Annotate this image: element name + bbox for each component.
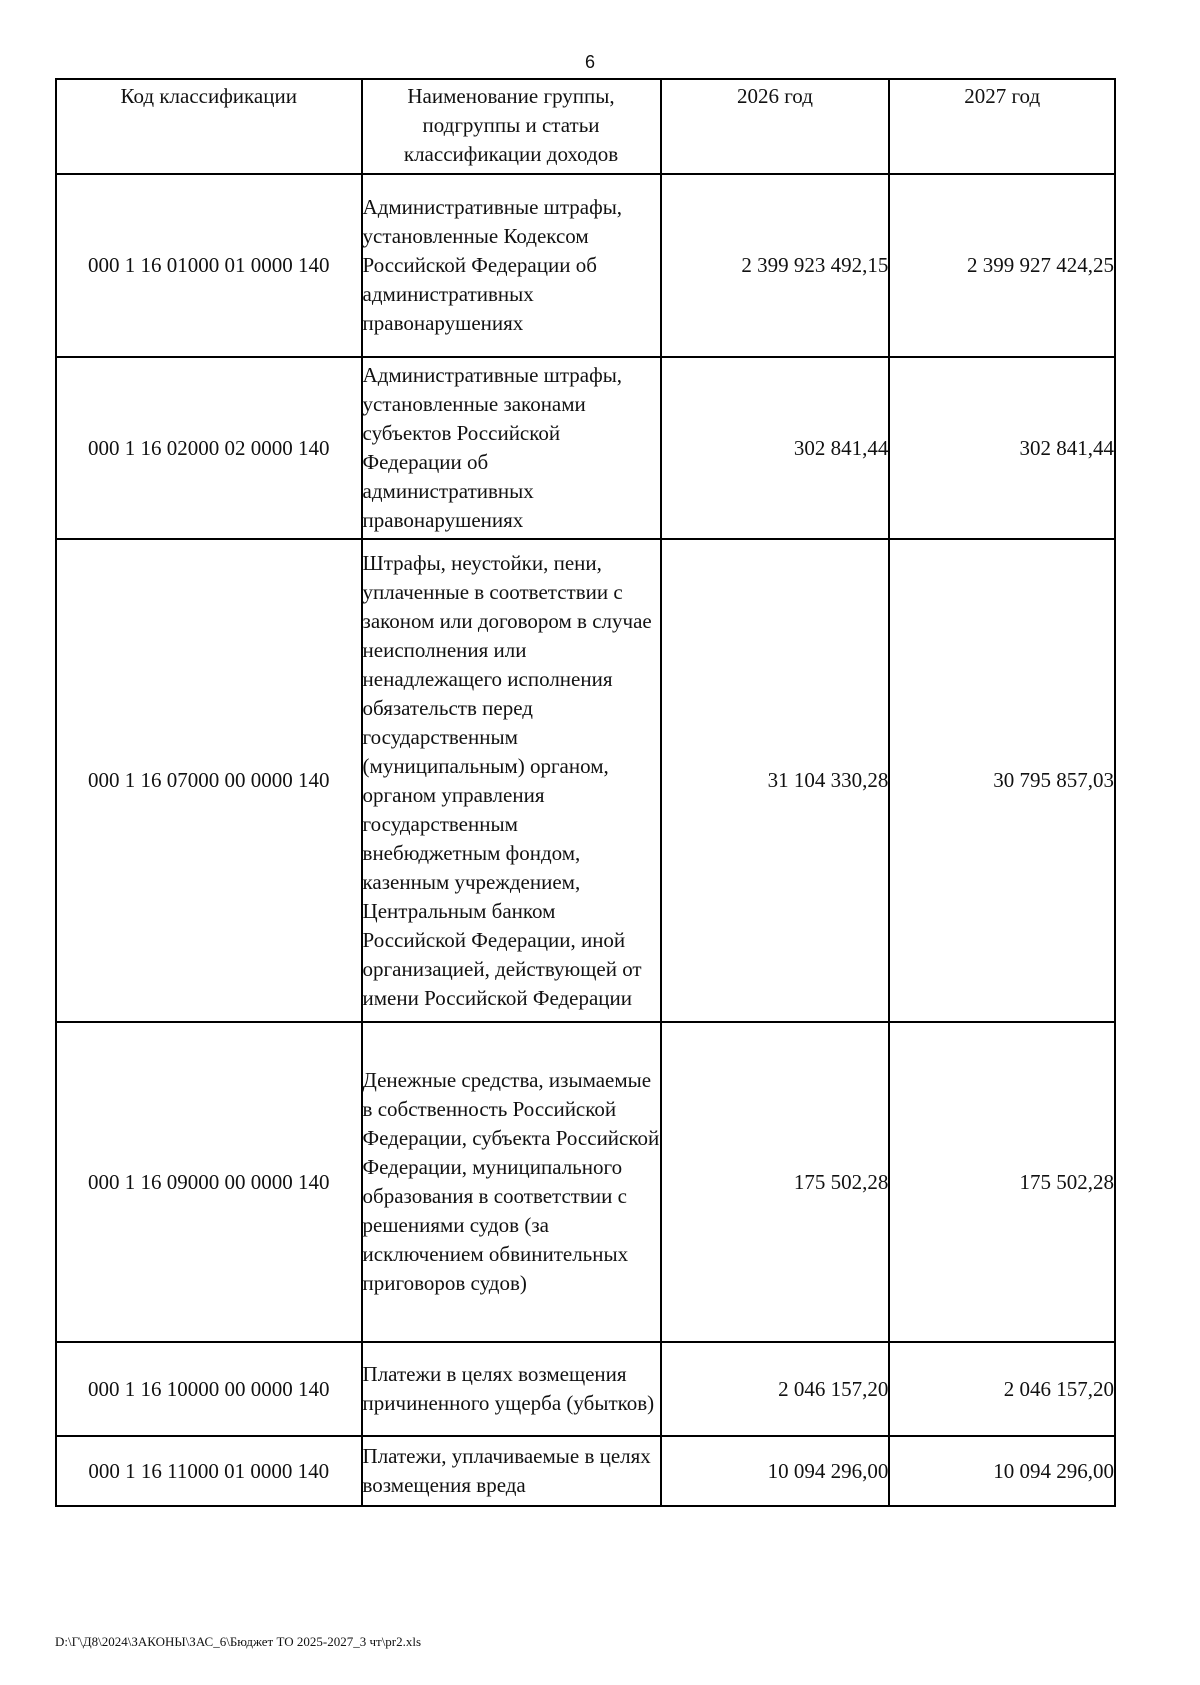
table-row <box>56 1436 1115 1506</box>
classification-code: 000 1 16 10000 00 0000 140 <box>56 1342 362 1436</box>
revenue-name: Штрафы, неустойки, пени, уплаченные в соответствии с законом или договором в случае неисполнения или ненадлежащего исполнения обязательств перед государственным (муниципальным) органом, органом управления государственным внебюджетным фондом, казенным учреждением, Центральным банком Российской Федерации, иной организацией, действующей от имени Российской Федерации <box>362 539 661 1022</box>
revenue-name: Платежи, уплачиваемые в целях возмещения вреда <box>362 1436 661 1506</box>
classification-code: 000 1 16 09000 00 0000 140 <box>56 1022 362 1342</box>
amount-2027: 2 046 157,20 <box>889 1342 1115 1436</box>
amount-2026: 10 094 296,00 <box>661 1436 890 1506</box>
amount-2027: 2 399 927 424,25 <box>889 174 1115 357</box>
amount-2026: 175 502,28 <box>661 1022 890 1342</box>
amount-2027: 175 502,28 <box>889 1022 1115 1342</box>
header-name: Наименование группы, подгруппы и статьи классификации доходов <box>362 79 661 174</box>
revenue-name: Административные штрафы, установленные Кодексом Российской Федерации об административных правонарушениях <box>362 174 661 357</box>
amount-2027: 30 795 857,03 <box>889 539 1115 1022</box>
table-row <box>56 1342 1115 1436</box>
header-code: Код классификации <box>56 79 362 174</box>
header-2026: 2026 год <box>661 79 890 174</box>
table-row <box>56 357 1115 539</box>
revenue-name: Платежи в целях возмещения причиненного ущерба (убытков) <box>362 1342 661 1436</box>
classification-code: 000 1 16 02000 02 0000 140 <box>56 357 362 539</box>
file-path-footer: D:\Г\Д8\2024\ЗАКОНЫ\ЗАС_6\Бюджет ТО 2025-2027_3 чт\pr2.xls <box>55 1634 422 1649</box>
amount-2026: 2 046 157,20 <box>661 1342 890 1436</box>
classification-code: 000 1 16 01000 01 0000 140 <box>56 174 362 357</box>
header-row <box>56 79 1115 174</box>
classification-code: 000 1 16 07000 00 0000 140 <box>56 539 362 1022</box>
amount-2027: 10 094 296,00 <box>889 1436 1115 1506</box>
amount-2026: 31 104 330,28 <box>661 539 890 1022</box>
table-row <box>56 174 1115 357</box>
amount-2027: 302 841,44 <box>889 357 1115 539</box>
revenue-name: Административные штрафы, установленные законами субъектов Российской Федерации об административных правонарушениях <box>362 357 661 539</box>
revenue-name: Денежные средства, изымаемые в собственность Российской Федерации, субъекта Российской Федерации, муниципального образования в соответствии с решениями судов (за исключением обвинительных приговоров судов) <box>362 1022 661 1342</box>
table-row <box>56 539 1115 1022</box>
page-number: 6 <box>584 52 595 72</box>
revenue-table <box>55 78 1116 1507</box>
classification-code: 000 1 16 11000 01 0000 140 <box>56 1436 362 1506</box>
table-row <box>56 1022 1115 1342</box>
amount-2026: 302 841,44 <box>661 357 890 539</box>
header-2027: 2027 год <box>889 79 1115 174</box>
amount-2026: 2 399 923 492,15 <box>661 174 890 357</box>
